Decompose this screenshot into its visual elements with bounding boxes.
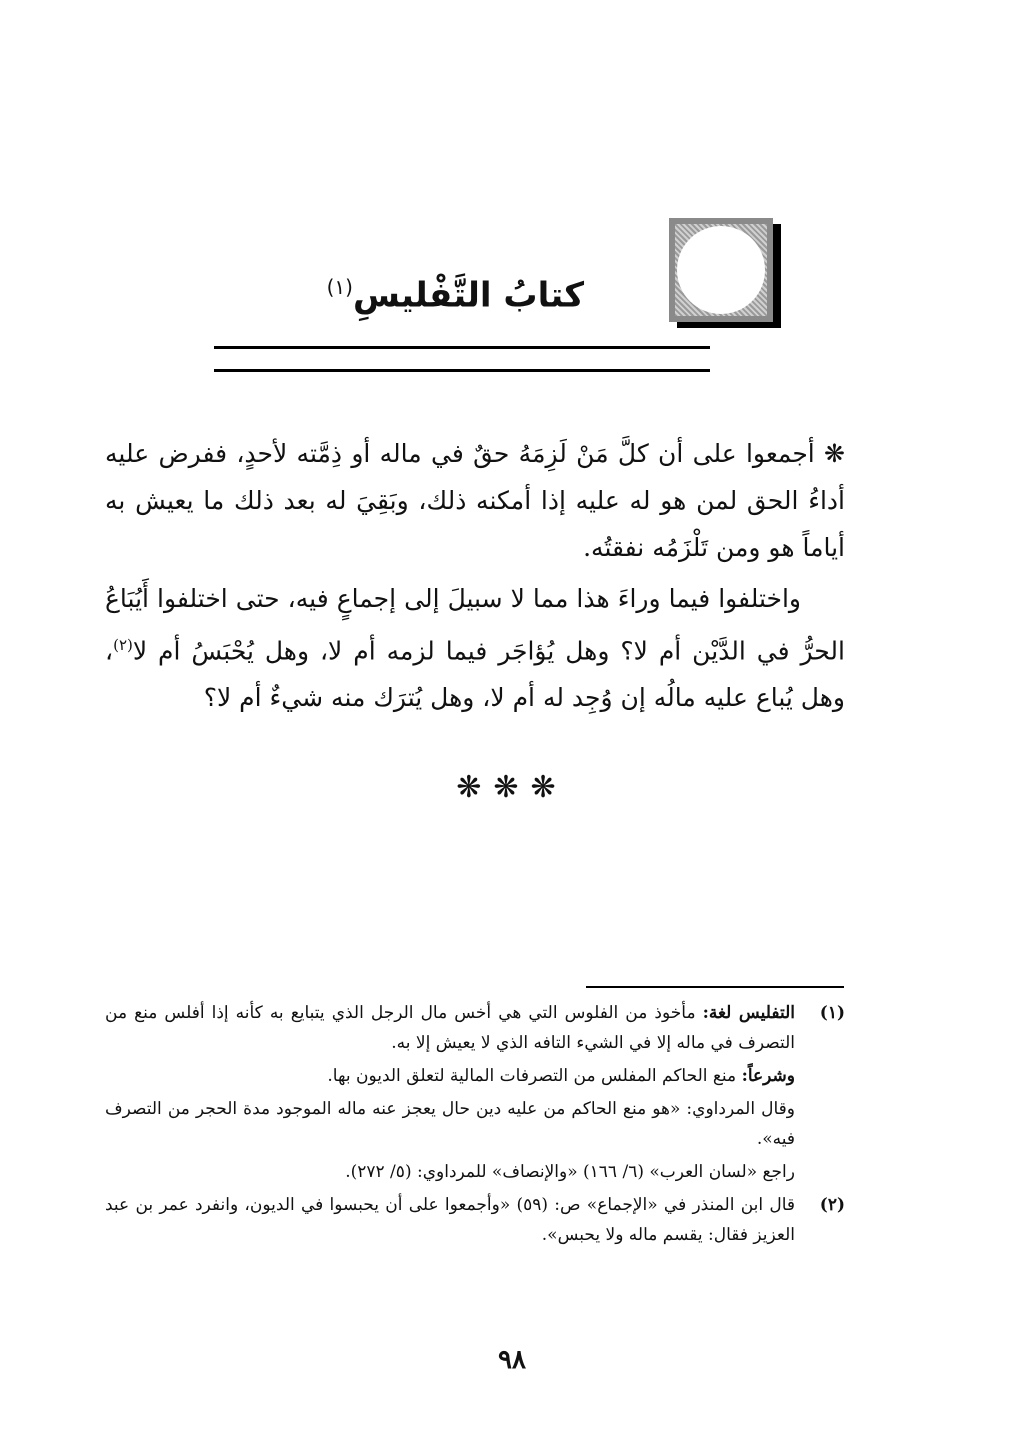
paragraph-2-footnote-ref[interactable]: (٢) xyxy=(113,636,133,654)
footnote-paragraph xyxy=(105,998,795,1058)
footnote-term: التفليس لغة: xyxy=(702,1003,795,1023)
footnote-number: (٢) xyxy=(819,1195,845,1215)
footnotes xyxy=(105,998,845,1253)
main-text xyxy=(105,430,845,721)
ornament-circle xyxy=(677,226,765,314)
title-rule-bottom xyxy=(214,369,710,372)
chapter-title xyxy=(164,262,584,320)
paragraph-2-part-1: واختلفوا فيما وراءَ هذا مما لا سبيلَ إلى إجماعٍ فيه، حتى اختلفوا أَيُبَاعُ الحرُّ في الدَّيْن أم لا؟ وهل يُؤاجَر فيما لزمه أم لا، وهل يُحْبَسُ أم لا xyxy=(105,584,845,666)
chapter-ornament xyxy=(669,218,773,322)
footnote-paragraph xyxy=(105,1061,795,1091)
footnote-text: منع الحاكم المفلس من التصرفات المالية لتعلق الديون بها. xyxy=(327,1066,742,1086)
paragraph-2 xyxy=(105,575,845,721)
footnote-term: وشرعاً: xyxy=(741,1066,795,1086)
footnote-text: مأخوذ من الفلوس التي هي أخس مال الرجل الذي يتبايع به كأنه إذا أفلس منع من التصرف في ماله إلا في الشيء التافه الذي لا يعيش إلا به. xyxy=(105,1003,795,1053)
footnote-body xyxy=(105,998,795,1190)
page-number: ٩٨ xyxy=(498,1345,526,1375)
footnote-text: راجع «لسان العرب» (٦/ ١٦٦) «والإنصاف» للمرداوي: (٥/ ٢٧٢). xyxy=(345,1162,795,1182)
footnote-text: قال ابن المنذر في «الإجماع» ص: (٥٩) «وأجمعوا على أن يحبسوا في الديون، وانفرد عمر بن عبد العزيز فقال: يقسم ماله ولا يحبس». xyxy=(105,1195,795,1245)
chapter-title-text: كتابُ التَّفْليسِ xyxy=(352,275,584,316)
footnote-1 xyxy=(105,998,845,1190)
title-rule-top xyxy=(214,346,710,349)
footnote-2 xyxy=(105,1190,845,1253)
footnote-text: وقال المرداوي: «هو منع الحاكم من عليه دين حال يعجز عنه ماله الموجود مدة الحجر من التصرف فيه». xyxy=(105,1099,795,1149)
paragraph-1: ❋ أجمعوا على أن كلَّ مَنْ لَزِمَهُ حقٌ في ماله أو ذِمَّته لأحدٍ، ففرض عليه أداءُ الحق لمن هو له عليه إذا أمكنه ذلك، وبَقِيَ له بعد ذلك ما يعيش به أياماً هو ومن تَلْزَمُه نفقتُه. xyxy=(105,439,845,562)
footnote-rule xyxy=(586,986,844,988)
footnote-paragraph xyxy=(105,1157,795,1187)
footnote-body xyxy=(105,1190,795,1253)
footnote-paragraph xyxy=(105,1094,795,1154)
section-separator: ❋❋❋ xyxy=(456,770,568,805)
footnote-number: (١) xyxy=(819,1003,845,1023)
footnote-paragraph xyxy=(105,1190,795,1250)
title-footnote-ref[interactable]: (١) xyxy=(326,275,353,299)
paragraph-2-part-2: ، وهل يُباع عليه مالُه إن وُجِد له أم لا، وهل يُترَك منه شيءٌ أم لا؟ xyxy=(105,636,845,713)
